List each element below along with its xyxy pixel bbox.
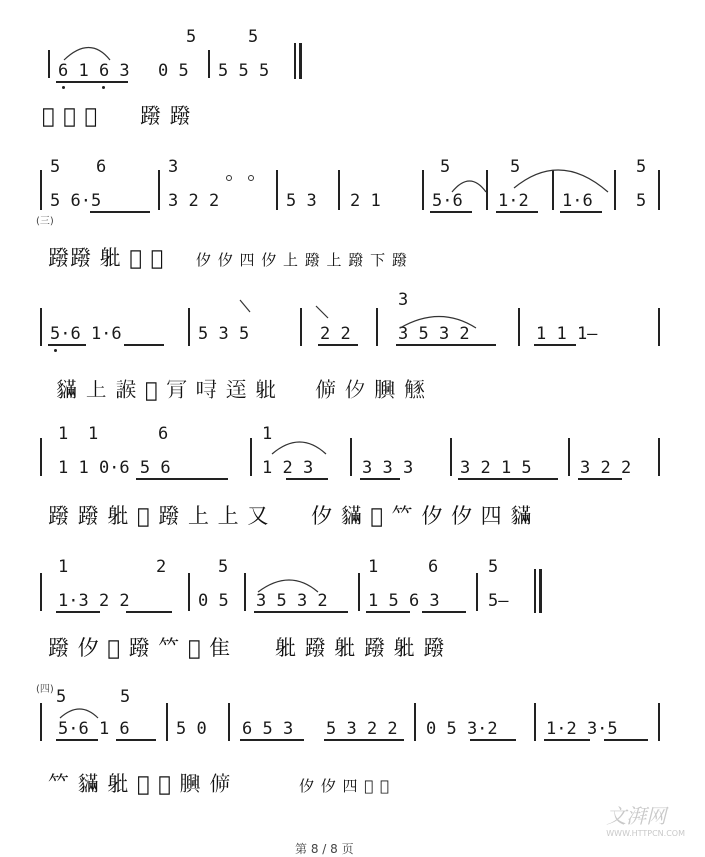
above-note: 1 <box>58 424 69 444</box>
tab-group: 𫿞 隹 旬 <box>42 104 99 128</box>
above-note: 5 <box>636 157 647 177</box>
measure-notes: 5·6 1·6 <box>50 324 122 344</box>
measure-notes: 1 1 1— <box>536 324 598 344</box>
above-note: 1 <box>262 424 273 444</box>
slur <box>514 170 608 192</box>
slur <box>258 580 318 592</box>
measure-notes: 5 3 <box>286 191 317 211</box>
tab-group: 𨈚 蹳 𨈚 蹳 𨈚 蹳 <box>274 636 446 660</box>
measure-notes: 2 2 <box>320 324 351 344</box>
measure-notes: 6 1 6 3 <box>58 61 130 81</box>
measure-notes: 6 5 3 <box>242 719 294 739</box>
measure-notes: 3 2 2 <box>168 191 220 211</box>
measure-notes: 0 5 3·2 <box>426 719 498 739</box>
watermark <box>606 800 685 838</box>
measure-notes: 1·2 <box>498 191 529 211</box>
measure-notes: 1·3 2 2 <box>58 591 130 611</box>
tab-group: 蹳 蹳 <box>139 104 192 128</box>
above-note: 6 <box>428 557 439 577</box>
tab-group: 㐴 㐴 四 𩃨 𧴝 <box>298 777 391 795</box>
measure-notes: 5 6·5 <box>50 191 102 211</box>
slur <box>64 48 110 61</box>
slur <box>60 709 98 718</box>
tab-group: 蹳 蹳 𨈚 𩃨 蹳 上 上 又 <box>48 504 270 528</box>
measure-notes: 0 5 <box>158 61 189 81</box>
above-note: 5 <box>510 157 521 177</box>
accent-mark <box>240 300 250 312</box>
tab-group: 蹳 㐴 𧫳 蹳 𥫗 𧴝 隹 <box>48 636 232 660</box>
tab-group: 㐴 𧴝 𧫳 𥫗 㐴 㐴 四 𧴝 <box>311 504 533 528</box>
slur <box>272 442 326 454</box>
above-note: 5 <box>218 557 229 577</box>
measure-notes: 5 <box>636 191 647 211</box>
measure-notes: 3 5 3 2 <box>256 591 328 611</box>
above-note: 1 <box>88 424 99 444</box>
slur <box>400 317 476 329</box>
measure-notes: 3 2 1 5 <box>460 458 532 478</box>
measure-notes: 5— <box>488 591 509 611</box>
above-note: 1 <box>58 557 69 577</box>
above-note: 5 <box>248 27 259 47</box>
accent-mark <box>316 306 328 318</box>
measure-notes: 1 1 0·6 5 6 <box>58 458 171 478</box>
tab-group: 蹳蹳 𨈚 𩃨 𧴝 <box>48 246 165 270</box>
section-marker: (三) <box>36 216 54 227</box>
above-note: 2 <box>156 557 167 577</box>
measure-notes: 1 2 3 <box>262 458 314 478</box>
tab-group: 𧴝 上 𧩨 𧫳 𣍟 㖊 𨒬 𨈚 <box>56 378 278 402</box>
measure-notes: 3 3 3 <box>362 458 414 478</box>
measure-notes: 1 5 6 3 <box>368 591 440 611</box>
measure-notes: 1·6 <box>562 191 593 211</box>
watermark-url: WWW.HTTPCN.COM <box>606 829 685 838</box>
above-note: 3 <box>398 290 409 310</box>
measure-notes: 3 2 2 <box>580 458 632 478</box>
measure-notes: 5 3 5 <box>198 324 250 344</box>
tab-group: 𥫗 𧴝 𨈚 𧫳 𢃄 𦢯 𠊴 <box>48 772 232 796</box>
measure-notes: 5·6 1 6 <box>58 719 130 739</box>
page-footer: 第 8 / 8 页 <box>295 842 354 856</box>
measure-notes: 1·2 3·5 <box>546 719 618 739</box>
section-marker: (四) <box>36 684 54 695</box>
above-note: 6 <box>96 157 107 177</box>
measure-notes: 5 5 5 <box>218 61 270 81</box>
measure-notes: 2 1 <box>350 191 381 211</box>
measure-notes: 0 5 <box>198 591 229 611</box>
above-note: 5 <box>50 157 61 177</box>
above-note: 6 <box>158 424 169 444</box>
measure-notes: 5 3 2 2 <box>326 719 398 739</box>
measure-notes: 5 0 <box>176 719 207 739</box>
measure-notes: 3 5 3 2 <box>398 324 470 344</box>
above-note: 5 <box>56 687 67 707</box>
above-note: 1 <box>368 557 379 577</box>
above-note: 3 <box>168 157 179 177</box>
above-note: 5 <box>120 687 131 707</box>
watermark-brand: 文湃网 <box>606 804 667 828</box>
tab-group: 㐴 㐴 四 㐴 上 蹳 上 蹳 下 蹳 <box>195 251 408 269</box>
slur <box>452 181 486 192</box>
tab-group: 𠊴 㐴 𦢯 𧤲 <box>315 378 427 402</box>
above-note: 5 <box>440 157 451 177</box>
above-note: 5 <box>186 27 197 47</box>
above-note: 5 <box>488 557 499 577</box>
measure-notes: 5·6 <box>432 191 463 211</box>
